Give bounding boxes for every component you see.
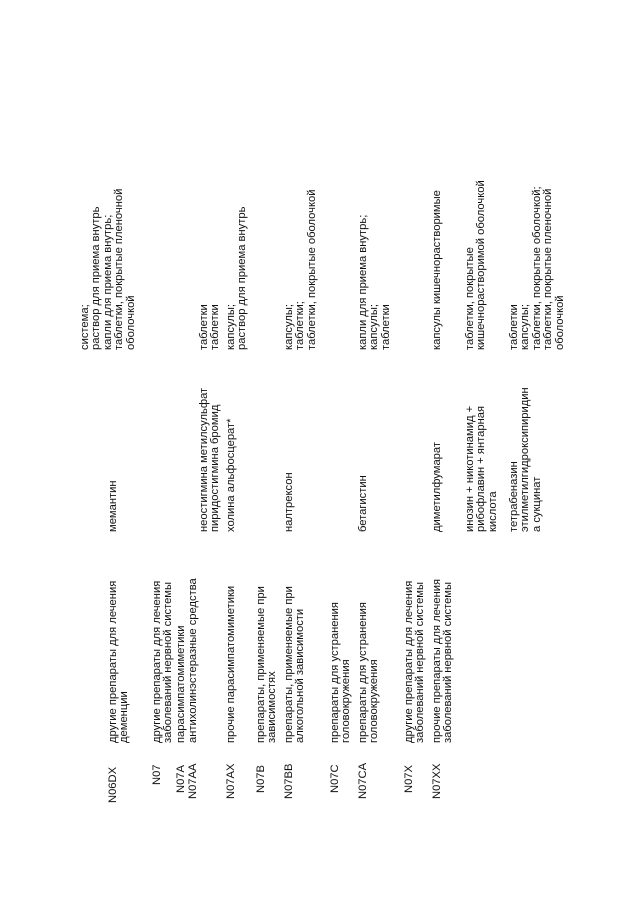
table-row-8-name: препараты для устранения головокружения (329, 602, 353, 743)
table-row-11-name: прочие препараты для лечения заболеваний нервной системы (431, 578, 455, 743)
table-row-0-form: система; раствор для приема внутрь капли для приема внутрь; таблетки, покрытые пленочной оболочкой (79, 188, 137, 350)
table-row-11-code: N07XX (431, 763, 443, 799)
table-row-5-code: N07AX (225, 763, 237, 799)
table-row-5-name: прочие парасимпатомиметики (225, 585, 237, 743)
table-row-8-code: N07C (329, 764, 341, 793)
table-row-2-code: N07 (151, 764, 163, 785)
table-row-3-name: парасимпатомиметики (175, 625, 187, 743)
table-row-6-name: препараты, применяемые при зависимостях (255, 586, 279, 743)
table-row-4-drug: неостигмина метилсульфат пиридостигмина бромид (198, 387, 222, 532)
table-row-9-drug: бетагистин (357, 475, 369, 532)
table-row-13-form: таблетки капсулы; таблетки, покрытые оболочкой; таблетки, покрытые пленочной оболочкой (508, 186, 566, 350)
table-row-4-form: таблетки таблетки (198, 304, 222, 350)
table-row-7-name: препараты, применяемые при алкогольной зависимости (283, 586, 307, 743)
table-row-4-code: N07AA (187, 763, 199, 799)
table-row-9-code: N07CA (357, 762, 369, 799)
table-row-10-name: другие препараты для лечения заболеваний нервной системы (403, 580, 427, 743)
table-row-1-code: N06DX (107, 766, 119, 803)
table-row-2-name: другие препараты для лечения заболеваний нервной системы (151, 580, 175, 743)
table-row-5-drug: холина альфосцерат* (225, 418, 237, 532)
table-row-12-form: таблетки, покрытые кишечнорастворимой оболочкой (464, 180, 488, 350)
table-row-11-drug: диметилфумарат (431, 441, 443, 532)
table-row-7-code: N07BB (283, 763, 295, 799)
table-row-9-form: капли для приема внутрь; капсулы; таблетки (357, 214, 392, 350)
table-row-1-drug: мемантин (107, 480, 119, 532)
table-row-5-form: капсулы; раствор для приема внутрь (225, 206, 249, 350)
table-row-11-form: капсулы кишечнорастворимые (431, 190, 443, 350)
table-row-1-name: другие препараты для лечения деменции (107, 580, 131, 743)
table-row-13-drug: тетрабеназин этилметилгидроксипиридин а сукцинат (508, 387, 543, 532)
table-row-6-code: N07B (255, 765, 267, 793)
table-row-7-drug: налтрексон (283, 472, 295, 532)
table-row-12-drug: инозин + никотинамид + рибофлавин + янтарная кислота (464, 405, 499, 532)
table-row-9-name: препараты для устранения головокружения (357, 602, 381, 743)
table-row-10-code: N07X (403, 765, 415, 793)
table-row-7-form: капсулы; таблетки; таблетки, покрытые оболочкой (283, 189, 318, 350)
table-row-3-code: N07A (175, 765, 187, 793)
table-row-4-name: антихолинэстеразные средства (187, 578, 199, 743)
